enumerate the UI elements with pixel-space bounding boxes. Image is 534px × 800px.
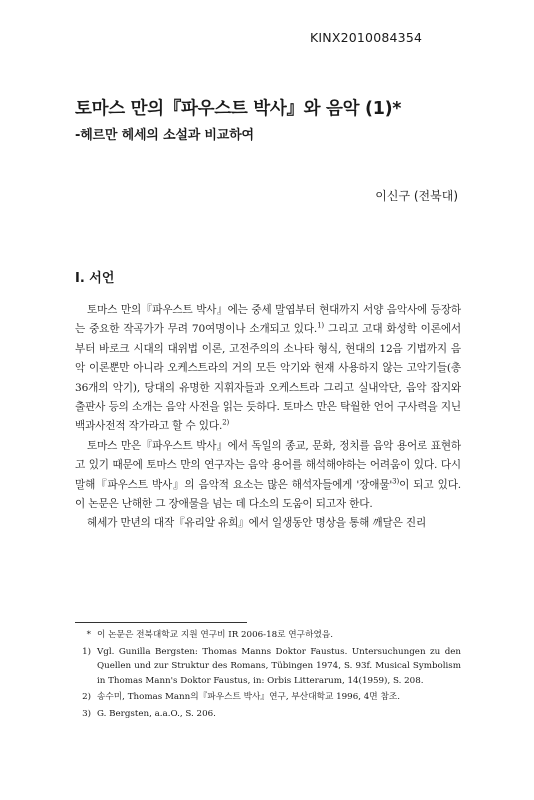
article-title: 토마스 만의『파우스트 박사』와 음악 (1)* (75, 99, 402, 119)
footnote-mark: 2) (82, 692, 91, 702)
footnote-mark: * (86, 630, 91, 640)
section-heading: I. 서언 (75, 271, 115, 286)
footnote-item (75, 690, 461, 705)
paragraph-2-text-a: 토마스 만은『파우스트 박사』에서 독일의 종교, 문화, 정치를 음악 용어로 표현하고 있기 때문에 토마스 만의 연구자는 음악 용어를 해석해야하는 어려움이 있다. 다시 말해『파우스트 박사』의 음악적 요소는 많은 해석자들에게 '장애물' (75, 439, 461, 491)
footnote-item (75, 707, 461, 722)
footnote-ref-3[interactable]: 3) (392, 477, 400, 486)
document-id: KINX2010084354 (310, 30, 423, 45)
footnote-text: G. Bergsten, a.a.O., S. 206. (97, 708, 216, 719)
article-subtitle: -헤르만 헤세의 소설과 비교하여 (75, 128, 254, 143)
footnote-ref-1[interactable]: 1) (317, 321, 324, 330)
footnote-item (75, 628, 461, 643)
footnote-text: 송수미, Thomas Mann의『파우스트 박사』연구, 부산대학교 1996, 4면 참조. (97, 692, 400, 702)
footnote-mark: 3) (82, 708, 91, 719)
body-text (75, 301, 461, 534)
footnote-mark: 1) (82, 646, 91, 657)
author-affiliation: 이신구 (전북대) (375, 189, 458, 203)
footnote-divider (75, 622, 247, 623)
paragraph-3: 헤세가 만년의 대작『유리알 유희』에서 일생동안 명상을 통해 깨달은 진리 (87, 517, 427, 530)
footnote-item (75, 645, 461, 689)
paragraph-2 (75, 437, 461, 515)
footnote-text: 이 논문은 전북대학교 지원 연구비 IR 2006-18로 연구하였음. (97, 630, 334, 640)
footnotes (75, 628, 461, 723)
footnote-ref-2[interactable]: 2) (222, 418, 230, 427)
paragraph-1-text-b: 그리고 고대 화성학 이론에서부터 바로크 시대의 대위법 이론, 고전주의의 소나타 형식, 현대의 12음 기법까지 음악 이론뿐만 아니라 오케스트라의 거의 모든 악기와 현재 사용하지 않는 고악기들(총 36개의 악기), 당대의 유명한 지휘자들과 오케스트라 그리고 실내악단, 음악 잡지와 출판사 등의 소개는 음악 사전을 읽는 듯하다. 토마스 만은 탁월한 언어 구사력을 지닌 백과사전적 작가라고 할 수 있다. (75, 323, 461, 433)
paragraph-1-text-a: 토마스 만의『파우스트 박사』에는 중세 말엽부터 현대까지 서양 음악사에 등장하는 중요한 작곡가가 무려 70여명이나 소개되고 있다. (75, 304, 461, 336)
footnote-text: Vgl. Gunilla Bergsten: Thomas Manns Doktor Faustus. Untersuchungen zu den Quellen und zur Struktur des Romans, Tübingen 1974, S. 93f. Musical Symbolism in Thomas Mann's Doktor Faustus, in: Orbis Litterarum, 14(1959), S. 208. (97, 646, 461, 686)
paragraph-1 (75, 301, 461, 437)
paragraph-2-text-b: 이 되고 있다. 이 논문은 난해한 그 장애물을 넘는 데 다소의 도움이 되고자 한다. (75, 478, 461, 511)
